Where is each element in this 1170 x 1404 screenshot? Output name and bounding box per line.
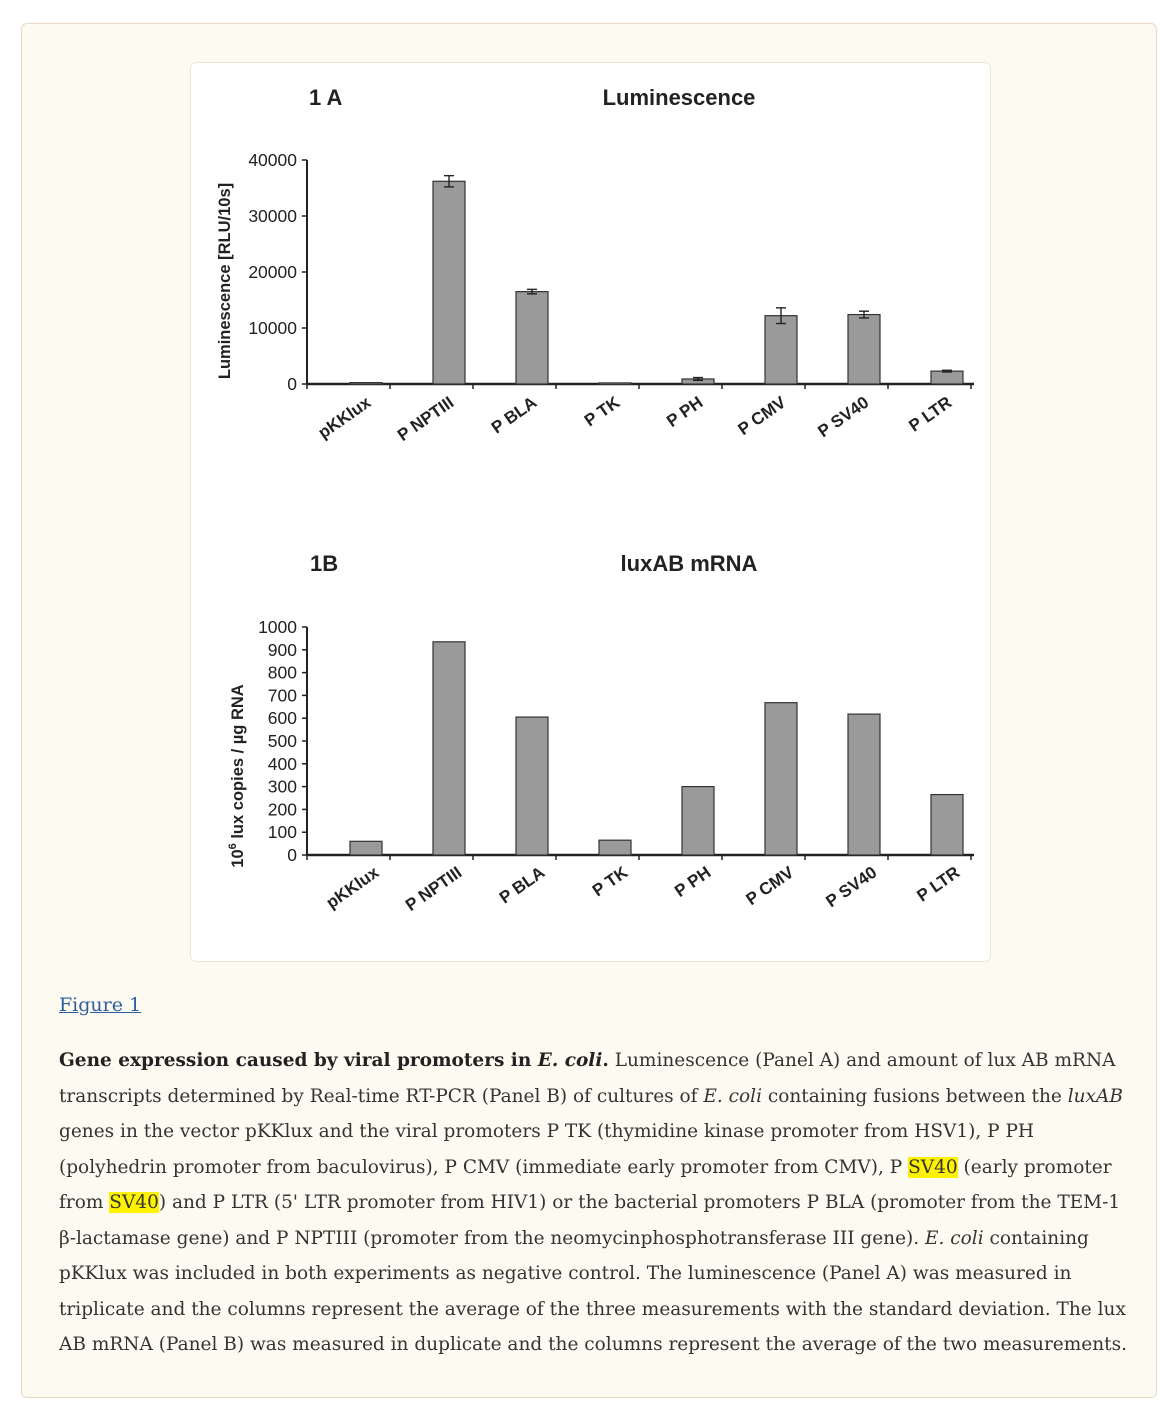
y-tick-label-b: 600 bbox=[267, 708, 297, 729]
category-label-a: P LTR bbox=[905, 392, 956, 436]
y-axis-label-b bbox=[227, 684, 247, 868]
y-tick-label-b: 400 bbox=[267, 753, 297, 774]
category-label-b: P LTR bbox=[913, 862, 964, 906]
y-label-b-exponent: 6 bbox=[227, 843, 239, 850]
bar-b bbox=[848, 714, 880, 855]
chart-title-b: luxAB mRNA bbox=[620, 551, 758, 576]
y-tick-label-a: 10000 bbox=[248, 318, 297, 338]
y-tick-label-b: 0 bbox=[287, 845, 297, 865]
caption-text-5: ) and P LTR (5' LTR promoter from HIV1) or the bacterial promoters P BLA (promoter from the TEM-1 β-lactamase gene) and P NPTIII (promoter from the neomycinphosphotransferase III gene). bbox=[59, 1192, 1121, 1249]
chart-title-a: Luminescence bbox=[602, 85, 756, 110]
bar-b bbox=[765, 703, 797, 855]
category-label-b: P CMV bbox=[742, 862, 798, 909]
caption-text-6: containing pKKlux was included in both experiments as negative control. The luminescence (Panel A) was measured in triplicate and the columns represent the average of the three measurements with the standard deviation. The lux AB mRNA (Panel B) was measured in duplicate and the columns represent the average of the two measurements. bbox=[59, 1227, 1127, 1355]
category-label-b: P BLA bbox=[495, 862, 549, 908]
y-tick-label-b: 700 bbox=[267, 685, 297, 706]
y-tick-label-a: 20000 bbox=[248, 262, 297, 282]
caption-sv40-highlight-1: SV40 bbox=[908, 1156, 958, 1178]
y-label-b-rest: lux copies / µg RNA bbox=[229, 684, 247, 844]
category-label-a: P SV40 bbox=[814, 392, 873, 442]
bar-b bbox=[350, 841, 382, 855]
y-tick-label-b: 800 bbox=[267, 662, 297, 683]
caption-text-3: genes in the vector pKKlux and the viral promoters P TK (thymidine kinase promoter from HSV1), P PH (polyhedrin promoter from baculovirus), P CMV (immediate early promoter from CMV), P bbox=[59, 1121, 1035, 1178]
panel-label-b: 1B bbox=[310, 551, 339, 576]
bar-b bbox=[599, 840, 631, 855]
category-label-a: P TK bbox=[580, 392, 624, 431]
bar-a bbox=[848, 315, 880, 384]
bar-b bbox=[433, 642, 465, 855]
y-tick-label-b: 100 bbox=[267, 822, 297, 843]
caption-text-4: (early promoter from bbox=[59, 1156, 1112, 1213]
bar-a bbox=[350, 383, 382, 385]
caption-title-end: . bbox=[602, 1050, 609, 1071]
category-label-a: P PH bbox=[663, 392, 707, 431]
category-label-b: P SV40 bbox=[822, 862, 881, 912]
figure-1-link[interactable]: Figure 1 bbox=[59, 994, 142, 1016]
caption-title-text: Gene expression caused by viral promoters in bbox=[59, 1050, 538, 1071]
category-label-a: P BLA bbox=[487, 392, 541, 438]
y-tick-label-a: 40000 bbox=[248, 150, 297, 170]
y-axis-label-a: Luminescence [RLU/10s] bbox=[216, 182, 234, 380]
bar-a bbox=[599, 383, 631, 385]
caption-ecoli-1: E. coli bbox=[703, 1085, 763, 1107]
category-label-b: pKKlux bbox=[322, 862, 383, 913]
caption-title-ecoli: E. coli bbox=[537, 1050, 603, 1071]
bar-b bbox=[516, 717, 548, 855]
y-tick-label-b: 1000 bbox=[258, 617, 297, 637]
caption-luxab: luxAB bbox=[1067, 1085, 1123, 1107]
y-tick-label-b: 900 bbox=[267, 639, 297, 660]
figure-caption bbox=[59, 1043, 1129, 1363]
figure-panel bbox=[21, 23, 1157, 1398]
panel-label-a: 1 A bbox=[309, 85, 343, 110]
category-label-b: P NPTIII bbox=[402, 862, 466, 915]
y-tick-label-a: 0 bbox=[287, 374, 297, 394]
caption-text-1: Luminescence (Panel A) and amount of lux AB mRNA transcripts determined by Real-time RT-PCR (Panel B) of cultures of bbox=[59, 1050, 1116, 1107]
bar-a bbox=[765, 316, 797, 384]
caption-ecoli-2: E. coli bbox=[925, 1227, 984, 1249]
bar-a bbox=[433, 181, 465, 384]
bar-a bbox=[516, 292, 548, 384]
y-tick-label-b: 200 bbox=[267, 799, 297, 820]
figure-image bbox=[190, 62, 991, 962]
caption-text-2: containing fusions between the bbox=[762, 1085, 1068, 1107]
y-tick-label-a: 30000 bbox=[248, 206, 297, 226]
bar-b bbox=[931, 795, 963, 855]
category-label-b: P TK bbox=[588, 862, 632, 901]
bar-charts bbox=[191, 63, 992, 963]
category-label-a: P CMV bbox=[734, 392, 790, 439]
bar-a bbox=[931, 371, 963, 384]
category-label-a: P NPTIII bbox=[394, 392, 458, 445]
caption-sv40-highlight-2: SV40 bbox=[109, 1192, 159, 1213]
category-label-a: pKKlux bbox=[314, 392, 375, 443]
bar-b bbox=[682, 787, 714, 855]
caption-title bbox=[59, 1050, 609, 1071]
y-tick-label-b: 500 bbox=[267, 731, 297, 751]
y-label-b-base: 10 bbox=[229, 849, 247, 868]
y-tick-label-b: 300 bbox=[267, 776, 297, 797]
category-label-b: P PH bbox=[671, 862, 715, 901]
